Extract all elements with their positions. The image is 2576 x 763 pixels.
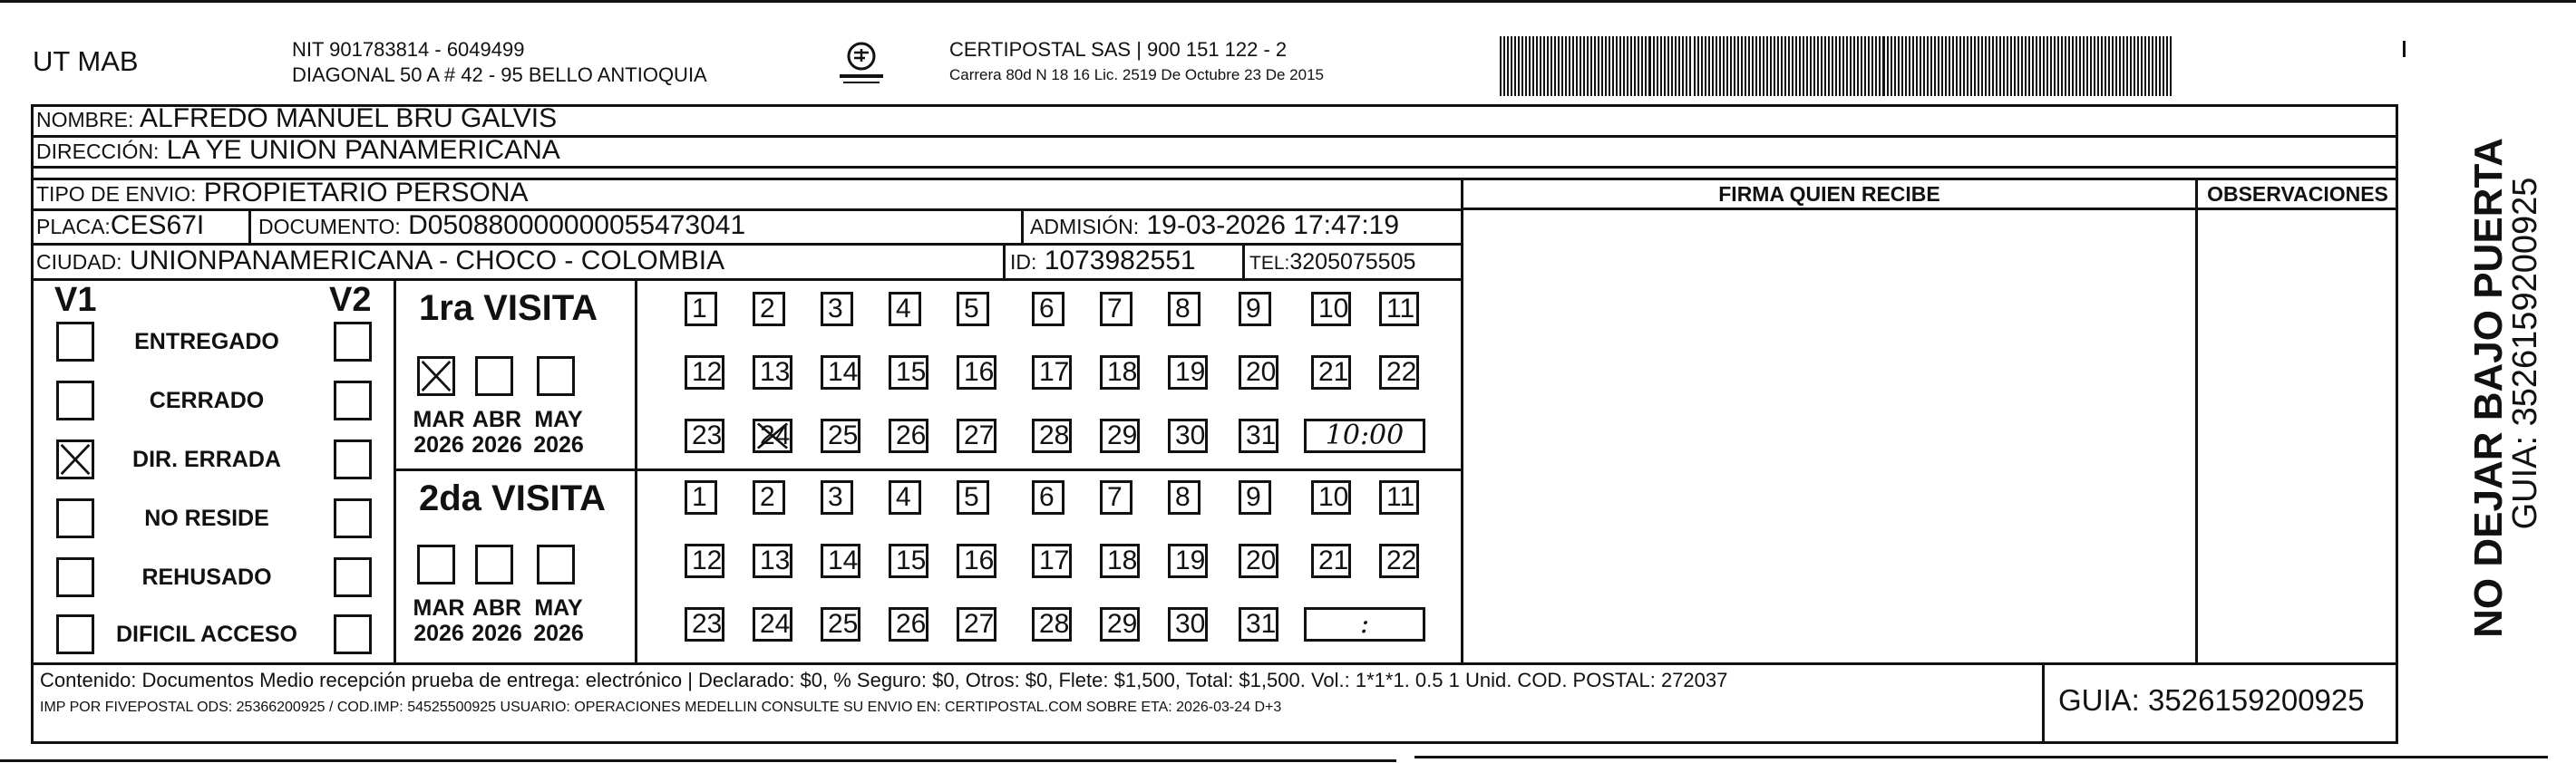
- v1-checkbox-6[interactable]: [56, 614, 94, 654]
- nombre-value: ALFREDO MANUEL BRU GALVIS: [140, 103, 558, 133]
- visit1-day-12[interactable]: [685, 355, 724, 390]
- visit2-day-29[interactable]: [1100, 607, 1140, 642]
- v1-checkbox-2[interactable]: [56, 381, 94, 420]
- visit1-day-14[interactable]: [821, 355, 860, 390]
- visit2-day-27[interactable]: [957, 607, 996, 642]
- visit2-day-20[interactable]: [1239, 544, 1278, 578]
- placa-divider: [248, 208, 251, 243]
- visit1-year-label-1: 2026: [413, 432, 464, 458]
- visit2-day-label: 26: [896, 609, 927, 639]
- visit2-day-label: 15: [896, 546, 927, 575]
- side-instruction: NO DEJAR BAJO PUERTA: [2466, 138, 2511, 638]
- admision-value: 19-03-2026 17:47:19: [1146, 210, 1400, 240]
- visit2-day-label: 14: [828, 546, 859, 575]
- tel-label: TEL:: [1249, 253, 1290, 274]
- visit1-day-31[interactable]: [1239, 419, 1278, 453]
- visit2-day-14[interactable]: [821, 544, 860, 578]
- top-edge-line: [0, 0, 2576, 3]
- visit2-day-label: 13: [760, 546, 791, 575]
- v2-checkbox-1[interactable]: [334, 322, 372, 362]
- visit1-day-label: 5: [964, 294, 979, 324]
- visit1-day-label: 20: [1246, 357, 1277, 387]
- visit1-day-28[interactable]: [1032, 419, 1072, 453]
- visit2-day-6[interactable]: [1032, 480, 1064, 515]
- visit1-day-25[interactable]: [821, 419, 860, 453]
- firma-header: FIRMA QUIEN RECIBE: [1718, 182, 1940, 206]
- v2-checkbox-2[interactable]: [334, 381, 372, 420]
- visit1-day-label: 9: [1246, 294, 1261, 324]
- visit2-day-18[interactable]: [1100, 544, 1140, 578]
- visit1-day-label: 10: [1318, 294, 1349, 324]
- visit2-day-7[interactable]: [1100, 480, 1132, 515]
- visit2-day-28[interactable]: [1032, 607, 1072, 642]
- visit1-day-label: 3: [828, 294, 843, 324]
- visit1-day-label: 27: [964, 420, 995, 450]
- v2-checkbox-3[interactable]: [334, 439, 372, 479]
- company-address: DIAGONAL 50 A # 42 - 95 BELLO ANTIOQUIA: [292, 63, 707, 86]
- v2-checkbox-4[interactable]: [334, 498, 372, 538]
- visit1-day-label: 12: [692, 357, 723, 387]
- company-name: UT MAB: [33, 45, 139, 77]
- visit1-day-label: 1: [692, 294, 707, 324]
- visit1-month-label-3: MAY: [534, 407, 583, 432]
- tipo-row: [36, 179, 529, 207]
- visit2-day-label: 9: [1246, 482, 1261, 512]
- visit1-day-label: 18: [1107, 357, 1138, 387]
- visit1-day-label: 28: [1039, 420, 1070, 450]
- visit2-day-label: 17: [1039, 546, 1070, 575]
- visit2-year-label-1: 2026: [413, 621, 464, 646]
- visit2-day-17[interactable]: [1032, 544, 1072, 578]
- visit2-day-21[interactable]: [1311, 544, 1351, 578]
- footer-guia: GUIA: 3526159200925: [2058, 683, 2365, 717]
- tel-row: [1249, 251, 1415, 274]
- visit2-month-checkbox-abr[interactable]: [475, 545, 513, 584]
- visit1-day-27[interactable]: [957, 419, 996, 453]
- visit2-day-label: 12: [692, 546, 723, 575]
- visit2-day-label: 28: [1039, 609, 1070, 639]
- tel-value: 3205075505: [1289, 249, 1416, 275]
- visit2-day-5[interactable]: [957, 480, 989, 515]
- visit2-month-label-1: MAR: [413, 595, 465, 621]
- firma-left-border: [1461, 178, 1463, 662]
- visit2-time-field[interactable]: :: [1304, 607, 1425, 642]
- id-row: [1010, 247, 1196, 275]
- side-guia: GUIA: 3526159200925: [2506, 177, 2544, 530]
- visit1-day-29[interactable]: [1100, 419, 1140, 453]
- visit2-day-11[interactable]: [1379, 480, 1419, 515]
- visit2-day-4[interactable]: [889, 480, 921, 515]
- visit1-day-label: 25: [828, 420, 859, 450]
- visit2-day-label: 18: [1107, 546, 1138, 575]
- visit1-day-label: 24: [760, 420, 791, 450]
- v1-checkbox-4[interactable]: [56, 498, 94, 538]
- visit2-day-label: 11: [1386, 482, 1415, 512]
- visit2-month-label-2: ABR: [471, 595, 522, 621]
- visit1-day-label: 8: [1175, 294, 1191, 324]
- id-label: ID:: [1010, 250, 1037, 274]
- visit1-day-3[interactable]: [821, 292, 853, 326]
- visit1-day-9[interactable]: [1239, 292, 1271, 326]
- row-line-2: [31, 166, 2398, 169]
- ciudad-label: CIUDAD:: [36, 250, 122, 274]
- visit2-day-label: 4: [896, 482, 911, 512]
- admision-divider: [1021, 208, 1024, 243]
- v1-checkbox-5[interactable]: [56, 557, 94, 597]
- placa-label: PLACA:: [36, 215, 111, 238]
- v1-checkbox-3[interactable]: [56, 439, 94, 479]
- visit1-day-4[interactable]: [889, 292, 921, 326]
- status-label-5: REHUSADO: [141, 565, 272, 590]
- visit2-day-label: 30: [1175, 609, 1206, 639]
- visit1-day-label: 29: [1107, 420, 1138, 450]
- visit1-day-22[interactable]: [1379, 355, 1419, 390]
- visit1-time-field[interactable]: 10:00: [1304, 419, 1425, 453]
- visit2-day-13[interactable]: [753, 544, 792, 578]
- visit2-day-25[interactable]: [821, 607, 860, 642]
- visit1-day-8[interactable]: [1168, 292, 1201, 326]
- visit2-day-16[interactable]: [957, 544, 996, 578]
- admision-label: ADMISIÓN:: [1030, 215, 1140, 238]
- visit1-day-11[interactable]: [1379, 292, 1419, 326]
- bottom-edge-line: [0, 759, 1396, 762]
- visit1-month-checkbox-abr[interactable]: [475, 356, 513, 396]
- visit2-day-label: 23: [692, 609, 723, 639]
- direccion-row: [36, 137, 560, 164]
- visit1-day-26[interactable]: [889, 419, 928, 453]
- visit2-month-checkbox-may[interactable]: [537, 545, 575, 584]
- visit1-day-label: 14: [828, 357, 859, 387]
- right-edge-tick: [2403, 41, 2406, 57]
- visit2-day-label: 3: [828, 482, 843, 512]
- placa-row: [36, 212, 204, 239]
- ciudad-value: UNIONPANAMERICANA - CHOCO - COLOMBIA: [129, 246, 725, 275]
- observaciones-header: OBSERVACIONES: [2207, 182, 2388, 206]
- visit1-year-label-3: 2026: [533, 432, 584, 458]
- visit1-month-checkbox-mar[interactable]: [417, 356, 455, 396]
- nombre-label: NOMBRE:: [36, 108, 134, 131]
- visit2-day-12[interactable]: [685, 544, 724, 578]
- visit1-day-label: 13: [760, 357, 791, 387]
- visit2-day-label: 8: [1175, 482, 1191, 512]
- visit1-day-23[interactable]: [685, 419, 724, 453]
- visit1-day-label: 16: [964, 357, 995, 387]
- visit2-day-8[interactable]: [1168, 480, 1201, 515]
- visit2-day-23[interactable]: [685, 607, 724, 642]
- status-label-2: CERRADO: [149, 388, 265, 413]
- visit2-day-19[interactable]: [1168, 544, 1208, 578]
- visit1-day-label: 30: [1175, 420, 1206, 450]
- visit2-day-label: 20: [1246, 546, 1277, 575]
- obs-left-border: [2195, 178, 2198, 662]
- visit2-day-label: 7: [1107, 482, 1123, 512]
- visit1-day-label: 31: [1246, 420, 1277, 450]
- visit1-day-16[interactable]: [957, 355, 996, 390]
- visit1-day-label: 21: [1318, 357, 1349, 387]
- visit2-day-9[interactable]: [1239, 480, 1271, 515]
- visit2-day-label: 24: [760, 609, 791, 639]
- visit2-day-label: 22: [1386, 546, 1417, 575]
- visit1-day-label: 7: [1107, 294, 1123, 324]
- visit2-day-label: 2: [760, 482, 775, 512]
- visit2-day-30[interactable]: [1168, 607, 1208, 642]
- documento-value: D050880000000055473041: [408, 210, 746, 240]
- visit2-month-checkbox-mar[interactable]: [417, 545, 455, 584]
- visit1-day-13[interactable]: [753, 355, 792, 390]
- visit1-day-24[interactable]: [753, 419, 792, 453]
- ciudad-row: [36, 247, 724, 275]
- documento-label: DOCUMENTO:: [258, 215, 401, 238]
- v2-checkbox-6[interactable]: [334, 614, 372, 654]
- visit2-day-10[interactable]: [1311, 480, 1351, 515]
- visit2-day-label: 19: [1175, 546, 1206, 575]
- visit1-title: 1ra VISITA: [419, 288, 598, 328]
- visit1-month-label-2: ABR: [471, 407, 522, 432]
- placa-value: CES67I: [110, 210, 205, 240]
- id-value: 1073982551: [1044, 246, 1196, 275]
- visit2-year-label-3: 2026: [533, 621, 584, 646]
- visit2-day-label: 29: [1107, 609, 1138, 639]
- barcode: [1500, 36, 2175, 96]
- status-label-3: DIR. ERRADA: [132, 447, 281, 472]
- certipostal-logo: [834, 38, 889, 92]
- visit1-day-6[interactable]: [1032, 292, 1064, 326]
- visit2-month-label-3: MAY: [534, 595, 583, 621]
- visit1-day-15[interactable]: [889, 355, 928, 390]
- visit2-day-label: 25: [828, 609, 859, 639]
- visit1-day-label: 17: [1039, 357, 1070, 387]
- visit2-day-15[interactable]: [889, 544, 928, 578]
- company-nit: NIT 901783814 - 6049499: [292, 38, 525, 61]
- visit2-day-24[interactable]: [753, 607, 792, 642]
- nombre-row: [36, 105, 557, 132]
- v2-header: V2: [329, 281, 372, 319]
- visit2-day-label: 1: [692, 482, 707, 512]
- visit2-day-26[interactable]: [889, 607, 928, 642]
- visit1-day-label: 15: [896, 357, 927, 387]
- v1-header: V1: [54, 281, 97, 319]
- direccion-label: DIRECCIÓN:: [36, 140, 160, 163]
- visit2-title: 2da VISITA: [419, 478, 606, 518]
- visit1-day-1[interactable]: [685, 292, 717, 326]
- visit1-day-label: 4: [896, 294, 911, 324]
- footer-guia-divider: [2042, 662, 2045, 744]
- footer-imp: IMP POR FIVEPOSTAL ODS: 25366200925 / COD.IMP: 54525500925 USUARIO: OPERACIONES MEDELLIN CONSULTE SU ENVIO EN: CERTIPOSTAL.COM SOBRE ETA: 2026-03-24 D+3: [40, 700, 1282, 715]
- visit1-day-19[interactable]: [1168, 355, 1208, 390]
- v2-checkbox-5[interactable]: [334, 557, 372, 597]
- visit1-year-label-2: 2026: [471, 432, 522, 458]
- visit1-day-17[interactable]: [1032, 355, 1072, 390]
- visit1-day-label: 6: [1039, 294, 1055, 324]
- visit1-day-label: 22: [1386, 357, 1417, 387]
- visit2-day-label: 5: [964, 482, 979, 512]
- visit2-day-31[interactable]: [1239, 607, 1278, 642]
- row-line-4b: [1463, 208, 2398, 210]
- footer-contenido: Contenido: Documentos Medio recepción prueba de entrega: electrónico | Declarado: $0, % Seguro: $0, Otros: $0, Flete: $1,500, Total: $1,500. Vol.: 1*1*1. 0.5 1 Unid. COD. POSTAL: 272037: [40, 669, 1728, 691]
- visit2-day-2[interactable]: [753, 480, 785, 515]
- visit1-day-2[interactable]: [753, 292, 785, 326]
- visit1-day-18[interactable]: [1100, 355, 1140, 390]
- visit1-day-21[interactable]: [1311, 355, 1351, 390]
- visit1-day-label: 23: [692, 420, 723, 450]
- tipo-value: PROPIETARIO PERSONA: [203, 178, 529, 208]
- visit1-day-label: 2: [760, 294, 775, 324]
- tipo-label: TIPO DE ENVIO:: [36, 182, 197, 206]
- status-label-4: NO RESIDE: [144, 506, 269, 531]
- visit1-day-10[interactable]: [1311, 292, 1351, 326]
- visit1-day-mark: [755, 421, 790, 450]
- visit1-day-label: 11: [1386, 294, 1415, 324]
- visit2-day-1[interactable]: [685, 480, 717, 515]
- visit2-day-label: 6: [1039, 482, 1055, 512]
- visit2-day-label: 31: [1246, 609, 1277, 639]
- documento-row: [258, 212, 745, 239]
- status-label-1: ENTREGADO: [134, 329, 279, 354]
- visit1-day-5[interactable]: [957, 292, 989, 326]
- row-line-6: [31, 278, 1463, 281]
- v1-checkbox-1[interactable]: [56, 322, 94, 362]
- id-divider: [1003, 243, 1006, 278]
- visit1-day-label: 26: [896, 420, 927, 450]
- visit2-day-3[interactable]: [821, 480, 853, 515]
- visit2-day-label: 16: [964, 546, 995, 575]
- visit1-day-30[interactable]: [1168, 419, 1208, 453]
- visit1-month-label-1: MAR: [413, 407, 465, 432]
- visit2-day-label: 10: [1318, 482, 1349, 512]
- tel-divider: [1242, 243, 1245, 278]
- visit2-year-label-2: 2026: [471, 621, 522, 646]
- bottom-edge-line-right: [1414, 756, 2548, 758]
- visit1-day-label: 19: [1175, 357, 1206, 387]
- status-label-6: DIFICIL ACCESO: [115, 622, 297, 647]
- carrier-license: Carrera 80d N 18 16 Lic. 2519 De Octubre 23 De 2015: [949, 66, 1324, 83]
- visit2-day-22[interactable]: [1379, 544, 1419, 578]
- visit2-day-label: 21: [1318, 546, 1349, 575]
- visit2-day-label: 27: [964, 609, 995, 639]
- visit1-day-20[interactable]: [1239, 355, 1278, 390]
- admision-row: [1030, 212, 1399, 239]
- visit1-month-checkbox-may[interactable]: [537, 356, 575, 396]
- direccion-value: LA YE UNION PANAMERICANA: [166, 135, 560, 165]
- carrier-name: CERTIPOSTAL SAS | 900 151 122 - 2: [949, 38, 1288, 61]
- visit-separator: [394, 468, 1461, 471]
- visit1-day-7[interactable]: [1100, 292, 1132, 326]
